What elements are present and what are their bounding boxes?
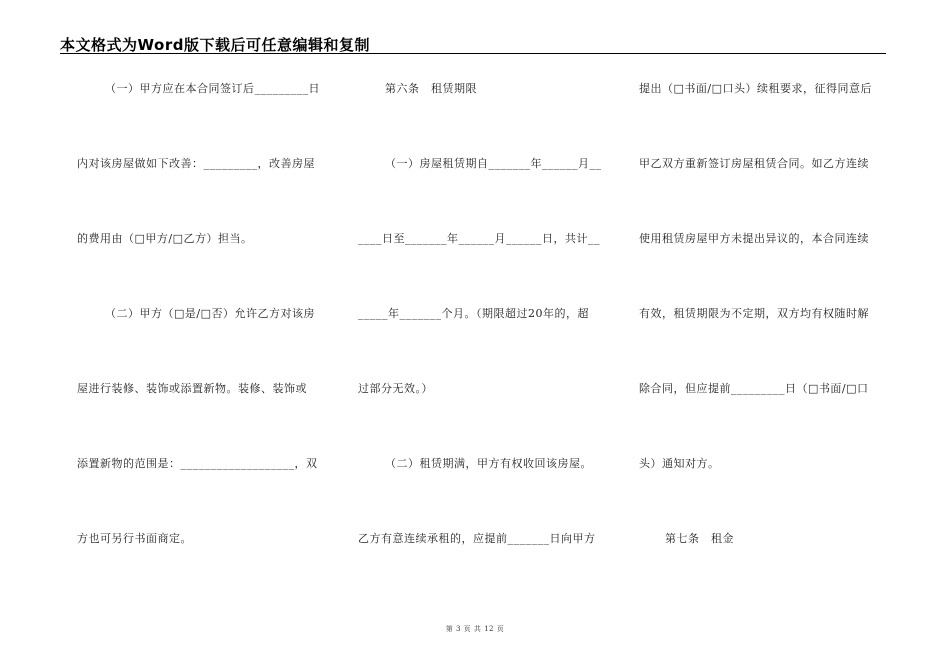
paragraph-line: （二）甲方（□是/□否）允许乙方对该房 — [105, 307, 315, 320]
paragraph-line: （一）房屋租赁期自_______年______月__ — [385, 157, 602, 170]
paragraph-line: 内对该房屋做如下改善：_________，改善房屋 — [77, 157, 315, 170]
paragraph-line: 屋进行装修、装饰或添置新物。装修、装饰或 — [77, 382, 307, 395]
document-header-title: 本文格式为Word版下载后可任意编辑和复制 — [60, 36, 370, 54]
paragraph-line: 提出（□书面/□口头）续租要求，征得同意后 — [639, 82, 872, 95]
section-heading: 第六条 租赁期限 — [385, 82, 477, 95]
paragraph-line: 除合同，但应提前_________日（□书面/□口 — [639, 382, 869, 395]
paragraph-line: 使用租赁房屋甲方未提出异议的，本合同连续 — [639, 232, 869, 245]
paragraph-line: （二）租赁期满，甲方有权收回该房屋。 — [385, 457, 592, 470]
paragraph-line: 添置新物的范围是：___________________，双 — [77, 457, 318, 470]
paragraph-line: ____日至_______年______月______日，共计__ — [358, 232, 600, 245]
paragraph-line: 乙方有意连续承租的，应提前_______日向甲方 — [358, 532, 596, 545]
paragraph-line: 过部分无效。） — [358, 382, 433, 395]
paragraph-line: 有效，租赁期限为不定期，双方均有权随时解 — [639, 307, 869, 320]
paragraph-line: 头）通知对方。 — [639, 457, 720, 470]
paragraph-line: （一）甲方应在本合同签订后_________日 — [105, 82, 320, 95]
header-divider — [60, 53, 886, 54]
page-number-footer: 第 3 页 共 12 页 — [445, 625, 505, 633]
paragraph-line: 甲乙双方重新签订房屋租赁合同。如乙方连续 — [639, 157, 869, 170]
paragraph-line: _____年_______个月。（期限超过20年的，超 — [358, 307, 589, 320]
paragraph-line: 的费用由（□甲方/□乙方）担当。 — [77, 232, 253, 245]
section-heading: 第七条 租金 — [665, 532, 734, 545]
paragraph-line: 方也可另行书面商定。 — [77, 532, 192, 545]
